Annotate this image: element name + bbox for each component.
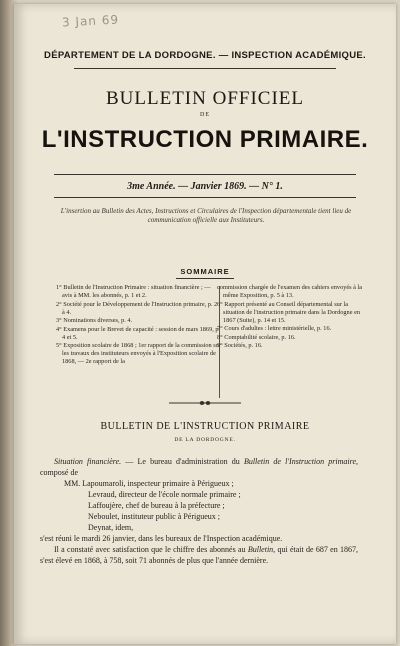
toc-left-column	[56, 284, 221, 367]
instruction-title: L'INSTRUCTION PRIMAIRE.	[41, 126, 369, 153]
department-heading: DÉPARTEMENT DE LA DORDOGNE. — INSPECTION ACADÉMIQUE.	[44, 50, 366, 61]
toc-item: 6° Rapport présenté au Conseil départemental sur la situation de l'instruction primaire dans la Dordogne en 1867 (Suite), p. 14 et 15.	[217, 300, 361, 324]
bulletin-title: BULLETIN OFFICIEL	[105, 88, 304, 109]
section-subtitle: DE LA DORDOGNE.	[174, 437, 236, 443]
situation-text: — Le bureau d'administration du	[121, 457, 244, 466]
toc-right-column	[217, 284, 367, 351]
toc-item: 3° Nominations diverses, p. 4.	[56, 317, 133, 324]
issue-rule-bottom	[54, 197, 356, 198]
toc-item: 1° Bulletin de l'Instruction Primaire : situation financière ; — avis à MM. les abonnés, p. 1 et 2.	[56, 284, 211, 299]
section-title: BULLETIN DE L'INSTRUCTION PRIMAIRE	[100, 421, 310, 432]
title-connector: DE	[200, 112, 210, 118]
bulletin-name: Bulletin de l'Instruction primaire	[243, 457, 357, 466]
pencil-annotation: 3 Jan 69	[61, 12, 120, 30]
toc-item: 9° Sociétés, p. 16.	[217, 342, 263, 349]
member-line: Levraud, directeur de l'école normale primaire ;	[88, 490, 241, 499]
sommaire-rule	[176, 278, 234, 279]
toc-item: 5° Exposition scolaire de 1868 ; 1er rapport de la commission sur les travaux des instituteurs envoyés à l'Exposition scolaire de 1868, — 2e rapport de la	[56, 342, 221, 365]
toc-item: 4° Examens pour le Brevet de capacité : session de mars 1869, p. 4 et 5.	[56, 325, 221, 341]
member-line: Laffoujère, chef de bureau à la préfecture ;	[88, 501, 225, 510]
insertion-note: L'insertion au Bulletin des Actes, Instructions et Circulaires de l'Inspection départementale tient lieu de communication officielle aux Instituteurs.	[60, 207, 352, 224]
paragraph-situation	[40, 456, 358, 478]
issue-rule-top	[54, 174, 356, 175]
subscribers-end: , qui était de 687 en 1867, s'est élevé en 1868, à 758, soit 71 abonnés de plus que l'année dernière.	[40, 545, 358, 565]
toc-item: 2° Société pour le Développement de l'Instruction primaire, p. 2 à 4.	[56, 300, 218, 316]
subscribers-start: Il a constaté avec satisfaction que le chiffre des abonnés au	[54, 545, 248, 554]
document-page	[14, 4, 396, 644]
ornament-divider	[169, 398, 241, 408]
header-rule	[74, 68, 336, 69]
situation-lead: Situation financière.	[54, 457, 122, 466]
paragraph-subscribers	[40, 544, 358, 566]
member-line: Deynat, idem,	[88, 523, 134, 532]
sommaire-heading: SOMMAIRE	[180, 267, 230, 276]
toc-item: commission chargée de l'examen des cahiers envoyés à la même Exposition, p. 5 à 13.	[217, 284, 363, 299]
issue-line: 3me Année. — Janvier 1869. — N° 1.	[127, 181, 283, 192]
situation-tail: , composé de	[40, 457, 359, 477]
paragraph-meeting: s'est réuni le mardi 26 janvier, dans les bureaux de l'Inspection académique.	[40, 534, 283, 543]
toc-item: 8° Comptabilité scolaire, p. 16.	[217, 333, 296, 341]
member-line: Neboulet, instituteur public à Périgueux ;	[88, 512, 220, 521]
toc-item: 7° Cours d'adultes : lettre ministérielle, p. 16.	[217, 325, 332, 332]
article-body	[40, 456, 358, 566]
member-line: MM. Lapoumaroli, inspecteur primaire à Périgueux ;	[64, 479, 234, 488]
bulletin-ref: Bulletin	[247, 545, 274, 554]
